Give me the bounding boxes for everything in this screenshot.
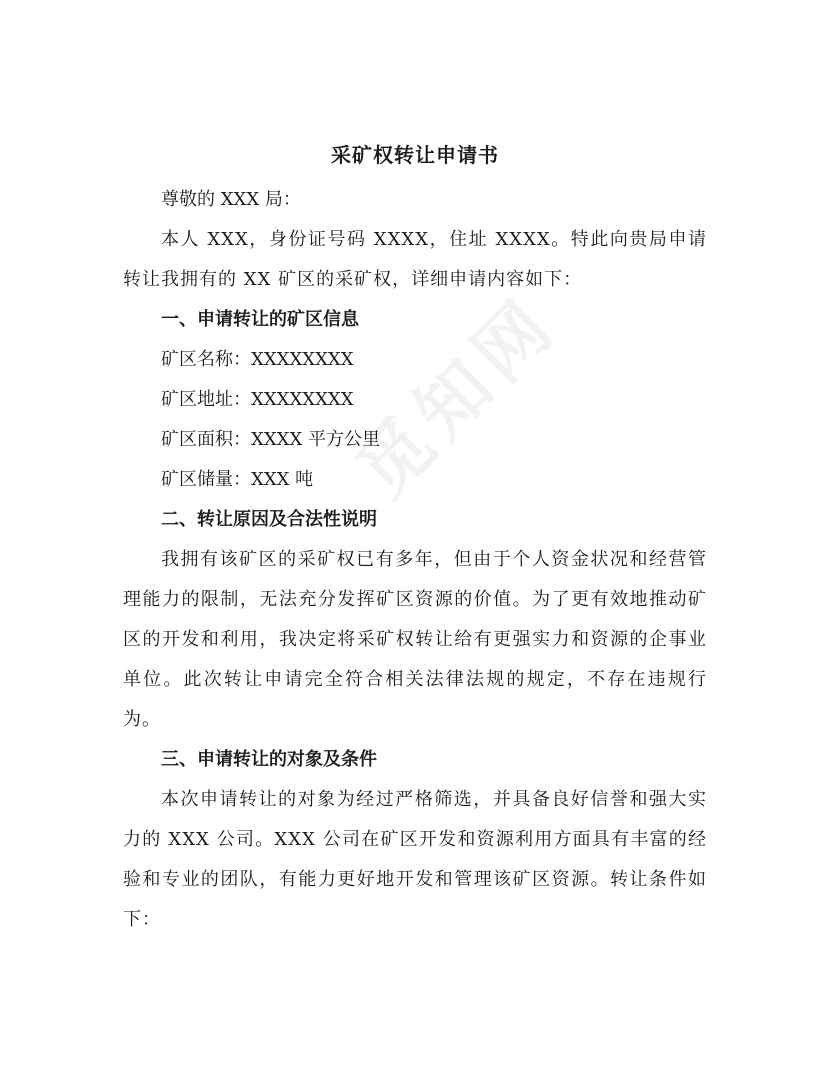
mine-area-line: 矿区面积：XXXX 平方公里	[161, 429, 380, 450]
watermark: 觅知网	[340, 279, 574, 513]
target-paragraph: 本次申请转让的对象为经过严格筛选，并具备良好信誉和强大实力的 XXX 公司。XXX 公司在矿区开发和资源利用方面具有丰富的经验和专业的团队，有能力更好地开发和管理该矿区资源。转让条件如下：	[123, 789, 707, 930]
intro-paragraph: 本人 XXX，身份证号码 XXXX，住址 XXXX。特此向贵局申请转让我拥有的 XX 矿区的采矿权，详细申请内容如下：	[123, 229, 707, 290]
reason-paragraph: 我拥有该矿区的采矿权已有多年，但由于个人资金状况和经营管理能力的限制，无法充分发挥矿区资源的价值。为了更有效地推动矿区的开发和利用，我决定将采矿权转让给有更强实力和资源的企事业单位。此次转让申请完全符合相关法律法规的规定，不存在违规行为。	[123, 549, 707, 730]
section-heading-target: 三、申请转让的对象及条件	[161, 749, 377, 770]
salutation: 尊敬的 XXX 局：	[161, 189, 301, 210]
mine-address-line: 矿区地址：XXXXXXXX	[161, 389, 354, 410]
mine-reserve-line: 矿区储量：XXX 吨	[161, 469, 314, 490]
document-body	[123, 140, 707, 940]
section-heading-reason: 二、转让原因及合法性说明	[161, 509, 377, 530]
document-title: 采矿权转让申请书	[331, 143, 499, 167]
section-heading-mine-info: 一、申请转让的矿区信息	[161, 309, 359, 330]
mine-name-line: 矿区名称：XXXXXXXX	[161, 349, 354, 370]
